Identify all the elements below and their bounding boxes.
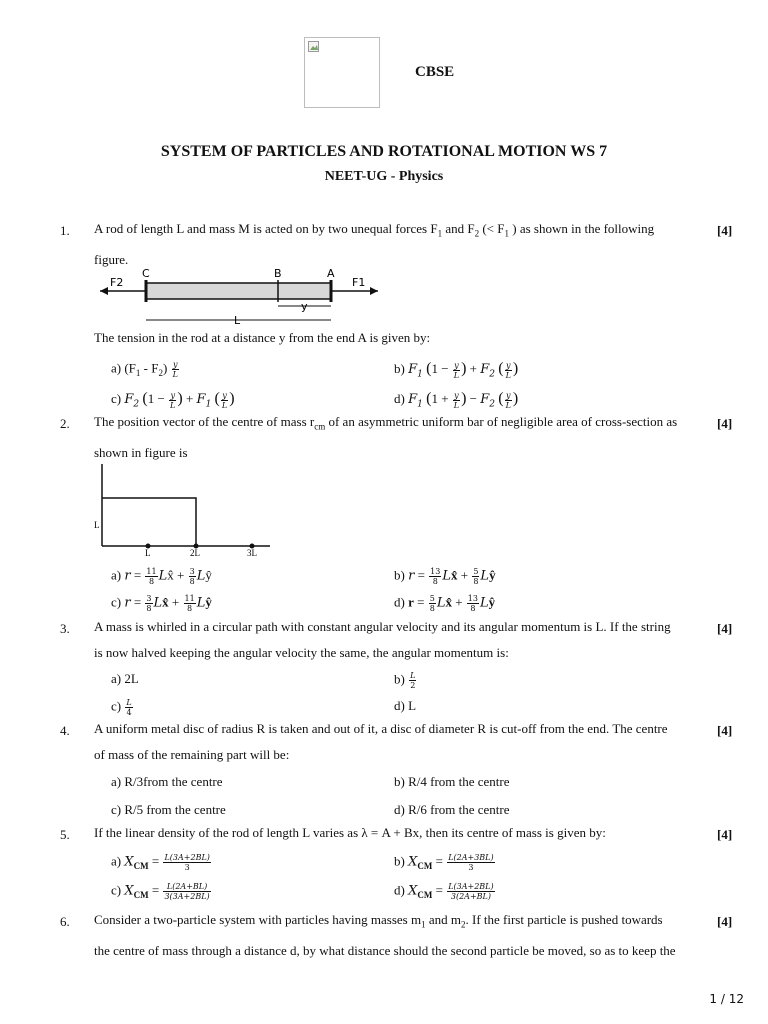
option-a: a) R/3from the centre <box>111 774 223 789</box>
question-number: 6. <box>60 914 70 929</box>
force-label-f1: F1 <box>352 276 366 289</box>
board-name: CBSE <box>415 64 455 80</box>
option-b: b) $F_1$ (1 − $\frac{y}{L}$ ) + $F_2$ ( $\frac{y}{L}$ ) <box>394 360 519 380</box>
question-text: A uniform metal disc of radius R is taken and out of it, a disc of diameter R is cut-off from the end. The centre of mass of the remaining part will be: <box>94 721 668 762</box>
question-marks: [4] <box>717 723 733 738</box>
question-text: Consider a two-particle system with particles having masses $m_1$ and $m_2$. If the first particle is pushed towards the centre of mass through a distance d, by what distance should the second particle be moved, so as to keep the <box>94 912 676 958</box>
question-number: 2. <box>60 416 70 431</box>
tick-label-l: L <box>145 548 151 558</box>
question-marks: [4] <box>717 827 733 842</box>
point-label-a: A <box>327 267 335 280</box>
option-b: b) R/4 from the centre <box>394 774 510 789</box>
logo-image <box>304 37 380 108</box>
axis-label-l: L <box>94 520 100 530</box>
question-marks: [4] <box>717 914 733 929</box>
option-c: c) $X_{CM}$ = $\frac{L(2A+BL)}{3(3A+2BL)}$ <box>111 882 210 901</box>
question-stem: The tension in the rod at a distance y from the end A is given by: <box>94 330 431 345</box>
option-a: a) r = $\frac{11}{8}$ Lx̂ + $\frac{3}{8}$ Lŷ <box>111 567 212 586</box>
question-text: A mass is whirled in a circular path with constant angular velocity and its angular momentum is L. If the string is now halved keeping the angular velocity the same, the angular momentum is: <box>94 619 671 660</box>
tick-label-3l: 3L <box>247 548 257 558</box>
option-b: b) $X_{CM}$ = $\frac{L(2A+3BL)}{3}$ <box>394 853 494 872</box>
question-marks: [4] <box>717 416 733 431</box>
broken-image-icon <box>308 41 320 53</box>
option-c: c) r = $\frac{3}{8}$ Lx̂ + $\frac{11}{8}$ Lŷ <box>111 594 212 613</box>
option-a: a) 2L <box>111 671 139 686</box>
bar-figure <box>92 462 272 560</box>
question-marks: [4] <box>717 223 733 238</box>
tick-label-2l: 2L <box>190 548 200 558</box>
option-c: c) R/5 from the centre <box>111 802 226 817</box>
option-d: d) R/6 from the centre <box>394 802 510 817</box>
distance-label-y: y <box>301 300 308 313</box>
option-d: d) L <box>394 698 417 713</box>
force-label-f2: F2 <box>110 276 124 289</box>
question-number: 1. <box>60 223 70 238</box>
option-d: d) r = $\frac{5}{8}$ Lx̂ + $\frac{13}{8}$ Lŷ <box>394 594 496 613</box>
worksheet-subtitle: NEET-UG - Physics <box>324 169 444 184</box>
option-b: b) r = $\frac{13}{8}$ Lx̂ + $\frac{5}{8}$ Lŷ <box>394 567 496 586</box>
question-text: A rod of length L and mass M is acted on by two unequal forces $F_1$ and $F_2$ (< $F_1$ ) as shown in the following figure. <box>94 221 655 267</box>
option-c: c) $\frac{L}{4}$ <box>111 698 132 717</box>
point-label-c: C <box>142 267 150 280</box>
option-d: d) $F_1$ (1 + $\frac{y}{L}$ ) − $F_2$ ( $\frac{y}{L}$ ) <box>394 390 519 410</box>
question-number: 3. <box>60 621 70 636</box>
question-number: 5. <box>60 827 70 842</box>
point-label-b: B <box>274 267 282 280</box>
question-text: The position vector of the centre of mass $r_{cm}$ of an asymmetric uniform bar of negligible area of cross-section as shown in figure is <box>94 414 678 460</box>
option-a: a) $(F_1 - F_2)$ $\frac{y}{L}$ <box>111 360 178 379</box>
question-text: If the linear density of the rod of length L varies as λ = A + Bx, then its centre of mass is given by: <box>94 825 606 840</box>
option-b: b) $\frac{L}{2}$ <box>394 671 416 690</box>
length-label-l: L <box>234 314 241 326</box>
option-d: d) $X_{CM}$ = $\frac{L(3A+2BL)}{3(2A+BL)}$ <box>394 882 494 901</box>
option-c: c) $F_2$ (1 − $\frac{y}{L}$ ) + $F_1$ ( $\frac{y}{L}$ ) <box>111 390 235 410</box>
question-marks: [4] <box>717 621 733 636</box>
rod-figure <box>96 266 386 326</box>
question-number: 4. <box>60 723 70 738</box>
page-number: 1 / 12 <box>709 992 744 1006</box>
option-a: a) $X_{CM}$ = $\frac{L(3A+2BL)}{3}$ <box>111 853 210 872</box>
worksheet-title: SYSTEM OF PARTICLES AND ROTATIONAL MOTION WS 7 <box>160 143 608 160</box>
